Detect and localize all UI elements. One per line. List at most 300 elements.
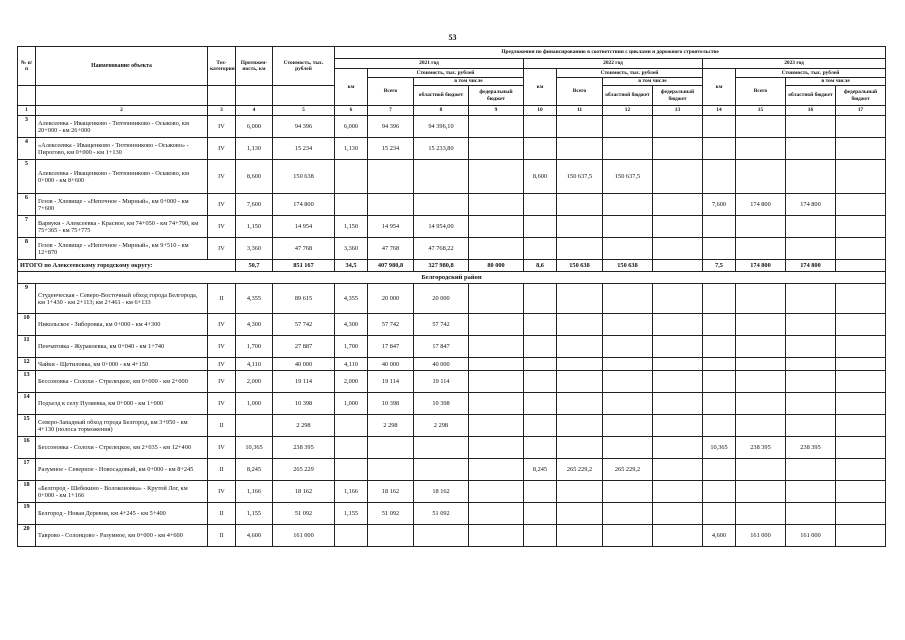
tech-category: II	[208, 415, 236, 437]
cell-y1-total: 94 396	[368, 116, 414, 138]
header-km-2023: км	[703, 69, 736, 106]
cell-y2-total	[557, 415, 603, 437]
header-cost-2022: Стоимость, тыс. рублей	[557, 69, 703, 78]
cell-y2-fed	[653, 358, 703, 371]
header-incl-2023: в том числе	[786, 78, 886, 86]
cell-y2-total	[557, 116, 603, 138]
column-index: 2	[36, 106, 208, 116]
cell-y1-km: 4,300	[335, 314, 368, 336]
cell-y2-total	[557, 371, 603, 393]
row-number: 11	[18, 336, 36, 358]
cell-y3-km	[703, 393, 736, 415]
cell-y3-reg	[786, 415, 836, 437]
object-name: Таврово - Солонцово - Разумное, км 0+000 - км 4+600	[36, 525, 208, 547]
section-row	[18, 272, 886, 284]
table-row	[18, 503, 886, 525]
cost-total: 161 000	[273, 525, 335, 547]
cell-y1-km: 1,155	[335, 503, 368, 525]
column-index: 7	[368, 106, 414, 116]
cell-y1-fed	[469, 525, 524, 547]
total-y2-km: 8,6	[524, 260, 557, 272]
cell-y2-reg	[603, 116, 653, 138]
length-km: 2,000	[236, 371, 273, 393]
cell-y2-reg	[603, 371, 653, 393]
total-y1-reg: 327 980,8	[414, 260, 469, 272]
cell-y3-total	[736, 481, 786, 503]
cell-y1-reg	[414, 194, 469, 216]
cell-y3-reg	[786, 238, 836, 260]
total-length: 50,7	[236, 260, 273, 272]
length-km: 3,360	[236, 238, 273, 260]
object-name: Разумное - Северное - Новосадовый, км 0+000 - км 8+245	[36, 459, 208, 481]
cell-y3-fed	[836, 238, 886, 260]
tech-category: IV	[208, 481, 236, 503]
cell-y3-reg: 238 395	[786, 437, 836, 459]
cell-y3-total	[736, 358, 786, 371]
tech-category: IV	[208, 336, 236, 358]
cost-total: 150 638	[273, 160, 335, 194]
object-name: Подъезд к селу Пуляевка, км 0+000 - км 1+000	[36, 393, 208, 415]
cell-y1-km	[335, 459, 368, 481]
cell-y1-km	[335, 437, 368, 459]
cell-y3-total	[736, 371, 786, 393]
cell-y1-km	[335, 194, 368, 216]
cost-total: 47 768	[273, 238, 335, 260]
cell-y1-reg: 20 000	[414, 284, 469, 314]
cell-y1-reg: 18 162	[414, 481, 469, 503]
cell-y3-fed	[836, 459, 886, 481]
total-y2-total: 150 638	[557, 260, 603, 272]
cell-y1-km: 4,110	[335, 358, 368, 371]
cell-y2-fed	[653, 138, 703, 160]
tech-category: II	[208, 284, 236, 314]
header-federal-2022: федеральный бюджет	[653, 86, 703, 106]
table-row	[18, 238, 886, 260]
cell-y3-total	[736, 314, 786, 336]
tech-category: IV	[208, 371, 236, 393]
cell-y1-reg: 47 768,22	[414, 238, 469, 260]
column-index-row	[18, 106, 886, 116]
cell-y1-km: 4,355	[335, 284, 368, 314]
header-federal-2021: федеральный бюджет	[469, 86, 524, 106]
table-row	[18, 138, 886, 160]
header-year-2021: 2021 год	[335, 59, 524, 69]
header-regional-2022: областной бюджет	[603, 86, 653, 106]
cell-y2-km	[524, 415, 557, 437]
table-body	[18, 116, 886, 547]
table-row	[18, 437, 886, 459]
cell-y3-total	[736, 503, 786, 525]
cell-y1-fed	[469, 314, 524, 336]
object-name: Бессоновка - Солохи - Стрелецкое, км 0+000 - км 2+000	[36, 371, 208, 393]
cell-y2-reg	[603, 393, 653, 415]
cell-y3-reg: 174 800	[786, 194, 836, 216]
cell-y3-km	[703, 314, 736, 336]
cell-y1-fed	[469, 437, 524, 459]
cell-y2-total	[557, 336, 603, 358]
object-name: Никольское - Зиборовка, км 0+000 - км 4+300	[36, 314, 208, 336]
cell-y2-reg: 150 637,5	[603, 160, 653, 194]
cost-total: 94 396	[273, 116, 335, 138]
header-year-2022: 2022 год	[524, 59, 703, 69]
cell-y1-fed	[469, 284, 524, 314]
cell-y2-km	[524, 138, 557, 160]
cell-y3-fed	[836, 358, 886, 371]
cell-y2-total	[557, 525, 603, 547]
column-index: 4	[236, 106, 273, 116]
cell-y3-reg: 161 000	[786, 525, 836, 547]
length-km: 1,130	[236, 138, 273, 160]
length-km: 6,000	[236, 116, 273, 138]
cell-y2-fed	[653, 314, 703, 336]
cell-y3-fed	[836, 503, 886, 525]
cell-y2-km	[524, 116, 557, 138]
cell-y1-km: 1,150	[335, 216, 368, 238]
cell-y1-fed	[469, 371, 524, 393]
cell-y1-km: 2,000	[335, 371, 368, 393]
cell-y1-reg	[414, 459, 469, 481]
row-number: 20	[18, 525, 36, 547]
table-row	[18, 160, 886, 194]
cell-y1-reg: 94 396,10	[414, 116, 469, 138]
cell-y1-total: 10 398	[368, 393, 414, 415]
cell-y1-total: 57 742	[368, 314, 414, 336]
cell-y2-total	[557, 437, 603, 459]
cell-y2-fed	[653, 371, 703, 393]
cell-y3-total	[736, 138, 786, 160]
cell-y2-km	[524, 216, 557, 238]
cell-y1-fed	[469, 160, 524, 194]
cost-total: 15 234	[273, 138, 335, 160]
cell-y1-total: 18 162	[368, 481, 414, 503]
cell-y2-total	[557, 503, 603, 525]
cell-y3-fed	[836, 116, 886, 138]
cell-y3-total	[736, 393, 786, 415]
object-name: Гезов - Хлевище - «Непочное - Мирный», км 0+000 - км 7+600	[36, 194, 208, 216]
header-km-2021: км	[335, 69, 368, 106]
tech-category: IV	[208, 314, 236, 336]
row-number: 8	[18, 238, 36, 260]
header-category: Тех-категория	[208, 47, 236, 86]
cell-y3-km: 7,600	[703, 194, 736, 216]
cost-total: 19 114	[273, 371, 335, 393]
cell-y3-total	[736, 216, 786, 238]
column-index: 1	[18, 106, 36, 116]
table-row	[18, 336, 886, 358]
cell-y1-reg: 10 398	[414, 393, 469, 415]
object-name: Белгород - Новая Деревня, км 4+245 - км 5+400	[36, 503, 208, 525]
cell-y2-reg	[603, 525, 653, 547]
header-financing: Предложения по финансированию в соответствии с циклами и дорожного строительстве	[335, 47, 886, 59]
table-row	[18, 194, 886, 216]
column-index: 10	[524, 106, 557, 116]
tech-category: IV	[208, 216, 236, 238]
table-row	[18, 216, 886, 238]
cell-y2-km	[524, 194, 557, 216]
object-name: «Алексеевка - Иващенково - Тютюнниково - Осыково» - Пирогово, км 0+000 - км 1+130	[36, 138, 208, 160]
cost-total: 57 742	[273, 314, 335, 336]
table-row	[18, 284, 886, 314]
cell-y2-km	[524, 358, 557, 371]
cell-y3-reg	[786, 481, 836, 503]
cell-y3-reg	[786, 138, 836, 160]
length-km: 1,155	[236, 503, 273, 525]
cell-y2-reg	[603, 481, 653, 503]
cell-y1-fed	[469, 194, 524, 216]
total-y2-fed	[653, 260, 703, 272]
cell-y1-reg: 19 114	[414, 371, 469, 393]
row-number: 5	[18, 160, 36, 194]
total-y2-reg: 150 638	[603, 260, 653, 272]
row-number: 7	[18, 216, 36, 238]
cell-y1-km: 6,000	[335, 116, 368, 138]
tech-category: IV	[208, 437, 236, 459]
length-km: 4,110	[236, 358, 273, 371]
length-km: 1,166	[236, 481, 273, 503]
tech-category: II	[208, 503, 236, 525]
row-number: 14	[18, 393, 36, 415]
cost-total: 89 615	[273, 284, 335, 314]
cell-y1-reg: 15 233,80	[414, 138, 469, 160]
cell-y2-km	[524, 336, 557, 358]
row-number: 18	[18, 481, 36, 503]
cost-total: 51 092	[273, 503, 335, 525]
total-y3-reg: 174 800	[786, 260, 836, 272]
cell-y2-total	[557, 284, 603, 314]
cell-y3-total: 161 000	[736, 525, 786, 547]
cell-y3-total	[736, 415, 786, 437]
row-number: 6	[18, 194, 36, 216]
header-length: Протяжен-ность, км	[236, 47, 273, 86]
cost-total: 14 954	[273, 216, 335, 238]
cell-y2-fed	[653, 503, 703, 525]
object-name: Гезов - Хлевище - «Непочное - Мирный», км 9+510 - км 12+870	[36, 238, 208, 260]
cell-y3-reg	[786, 116, 836, 138]
column-index: 13	[653, 106, 703, 116]
cell-y1-reg: 51 092	[414, 503, 469, 525]
header-total-2022: Всего	[557, 78, 603, 106]
cell-y2-km	[524, 371, 557, 393]
cell-y2-total: 265 229,2	[557, 459, 603, 481]
cell-y1-fed	[469, 358, 524, 371]
cell-y1-fed	[469, 503, 524, 525]
cell-y1-total: 51 092	[368, 503, 414, 525]
cell-y2-total	[557, 358, 603, 371]
object-name: Пенчатовка - Журавлевка, км 0+040 - км 1+740	[36, 336, 208, 358]
cell-y3-total	[736, 160, 786, 194]
cell-y3-reg	[786, 358, 836, 371]
total-y3-fed	[836, 260, 886, 272]
cell-y2-total	[557, 314, 603, 336]
header-incl-2022: в том числе	[603, 78, 703, 86]
header-federal-2023: федеральный бюджет	[836, 86, 886, 106]
cell-y2-reg	[603, 358, 653, 371]
cell-y3-total	[736, 284, 786, 314]
column-index: 5	[273, 106, 335, 116]
table-row	[18, 371, 886, 393]
cell-y2-fed	[653, 238, 703, 260]
cell-y1-total: 19 114	[368, 371, 414, 393]
cell-y3-fed	[836, 437, 886, 459]
cell-y2-km: 8,600	[524, 160, 557, 194]
cost-total: 40 000	[273, 358, 335, 371]
cell-y1-km	[335, 525, 368, 547]
cell-y3-total	[736, 238, 786, 260]
cell-y3-km: 10,365	[703, 437, 736, 459]
cell-y3-km	[703, 160, 736, 194]
header-cost-2023: Стоимость, тыс. рублей	[736, 69, 886, 78]
cell-y3-fed	[836, 160, 886, 194]
total-y1-km: 34,5	[335, 260, 368, 272]
cell-y1-km	[335, 415, 368, 437]
header-regional-2023: областной бюджет	[786, 86, 836, 106]
cell-y3-km	[703, 459, 736, 481]
cell-y1-total: 47 768	[368, 238, 414, 260]
cell-y1-total: 2 298	[368, 415, 414, 437]
row-number: 19	[18, 503, 36, 525]
page-number: 53	[448, 33, 457, 42]
cell-y3-reg	[786, 284, 836, 314]
cell-y1-total: 17 847	[368, 336, 414, 358]
row-number: 13	[18, 371, 36, 393]
row-number: 9	[18, 284, 36, 314]
total-cost: 851 167	[273, 260, 335, 272]
cell-y3-total	[736, 336, 786, 358]
cell-y3-reg	[786, 503, 836, 525]
cell-y2-reg	[603, 284, 653, 314]
cell-y1-reg: 40 000	[414, 358, 469, 371]
cell-y2-km	[524, 525, 557, 547]
cell-y3-km	[703, 238, 736, 260]
cell-y1-total: 40 000	[368, 358, 414, 371]
cell-y3-fed	[836, 216, 886, 238]
section-title: Белгородский район	[18, 272, 886, 284]
cell-y2-reg	[603, 194, 653, 216]
cost-total: 27 887	[273, 336, 335, 358]
cell-y2-km	[524, 238, 557, 260]
tech-category: IV	[208, 238, 236, 260]
table-row	[18, 459, 886, 481]
cell-y1-total: 15 234	[368, 138, 414, 160]
cost-total: 2 298	[273, 415, 335, 437]
object-name: Алексеевка - Иващенково - Тютюнниково - Осыково, км 0+000 - км 8+600	[36, 160, 208, 194]
cell-y2-reg	[603, 138, 653, 160]
cell-y3-reg	[786, 314, 836, 336]
cell-y2-reg	[603, 336, 653, 358]
table-row	[18, 481, 886, 503]
cell-y3-total	[736, 459, 786, 481]
total-y1-total: 407 980,8	[368, 260, 414, 272]
column-index: 11	[557, 106, 603, 116]
object-name: Чайки - Щетиловка, км 0+000 - км 4+150	[36, 358, 208, 371]
length-km: 1,000	[236, 393, 273, 415]
cell-y3-reg	[786, 216, 836, 238]
cell-y3-total: 238 395	[736, 437, 786, 459]
table-header	[18, 47, 886, 116]
column-index: 8	[414, 106, 469, 116]
length-km: 10,365	[236, 437, 273, 459]
header-name: Наименование объекта	[36, 47, 208, 86]
table-row	[18, 525, 886, 547]
cell-y2-fed	[653, 336, 703, 358]
cell-y1-km	[335, 160, 368, 194]
row-number: 4	[18, 138, 36, 160]
tech-category: II	[208, 459, 236, 481]
cell-y1-fed	[469, 393, 524, 415]
column-index: 9	[469, 106, 524, 116]
cell-y2-fed	[653, 116, 703, 138]
length-km	[236, 415, 273, 437]
row-number: 17	[18, 459, 36, 481]
cell-y3-fed	[836, 525, 886, 547]
cell-y2-reg	[603, 415, 653, 437]
cell-y2-total: 150 637,5	[557, 160, 603, 194]
cell-y3-fed	[836, 481, 886, 503]
length-km: 8,245	[236, 459, 273, 481]
cell-y2-fed	[653, 393, 703, 415]
header-total-2021: Всего	[368, 78, 414, 106]
cell-y1-reg: 14 954,00	[414, 216, 469, 238]
object-name: Алексеевка - Иващенково - Тютюнниково - Осыково, км 20+000 - км 26+000	[36, 116, 208, 138]
length-km: 7,600	[236, 194, 273, 216]
cell-y2-total	[557, 216, 603, 238]
length-km: 4,600	[236, 525, 273, 547]
road-construction-table	[17, 46, 886, 547]
cell-y2-reg	[603, 437, 653, 459]
cell-y2-reg	[603, 216, 653, 238]
cell-y3-km	[703, 216, 736, 238]
cell-y1-fed	[469, 481, 524, 503]
cell-y3-km	[703, 116, 736, 138]
cell-y2-total	[557, 481, 603, 503]
cell-y1-km: 1,700	[335, 336, 368, 358]
cell-y2-km	[524, 314, 557, 336]
cell-y2-fed	[653, 415, 703, 437]
cell-y1-fed	[469, 138, 524, 160]
cost-total: 238 395	[273, 437, 335, 459]
cell-y1-total	[368, 459, 414, 481]
cell-y3-km	[703, 371, 736, 393]
cell-y3-reg	[786, 393, 836, 415]
cell-y1-total	[368, 525, 414, 547]
cost-total: 10 398	[273, 393, 335, 415]
cell-y3-reg	[786, 160, 836, 194]
cell-y1-reg: 57 742	[414, 314, 469, 336]
cell-y1-km: 1,000	[335, 393, 368, 415]
row-number: 16	[18, 437, 36, 459]
cell-y3-km	[703, 336, 736, 358]
cell-y3-km: 4,600	[703, 525, 736, 547]
cell-y3-reg	[786, 371, 836, 393]
header-cost: Стоимость, тыс. рублей	[273, 47, 335, 86]
cell-y2-total	[557, 393, 603, 415]
cell-y3-fed	[836, 194, 886, 216]
cell-y2-fed	[653, 284, 703, 314]
cell-y3-reg	[786, 336, 836, 358]
row-number: 15	[18, 415, 36, 437]
column-index: 12	[603, 106, 653, 116]
cell-y2-km	[524, 284, 557, 314]
header-incl-2021: в том числе	[414, 78, 524, 86]
cell-y3-fed	[836, 314, 886, 336]
cell-y1-total: 20 000	[368, 284, 414, 314]
tech-category: IV	[208, 138, 236, 160]
cell-y1-reg	[414, 437, 469, 459]
total-y1-fed: 80 000	[469, 260, 524, 272]
cell-y1-fed	[469, 336, 524, 358]
cell-y3-km	[703, 138, 736, 160]
header-total-2023: Всего	[736, 78, 786, 106]
